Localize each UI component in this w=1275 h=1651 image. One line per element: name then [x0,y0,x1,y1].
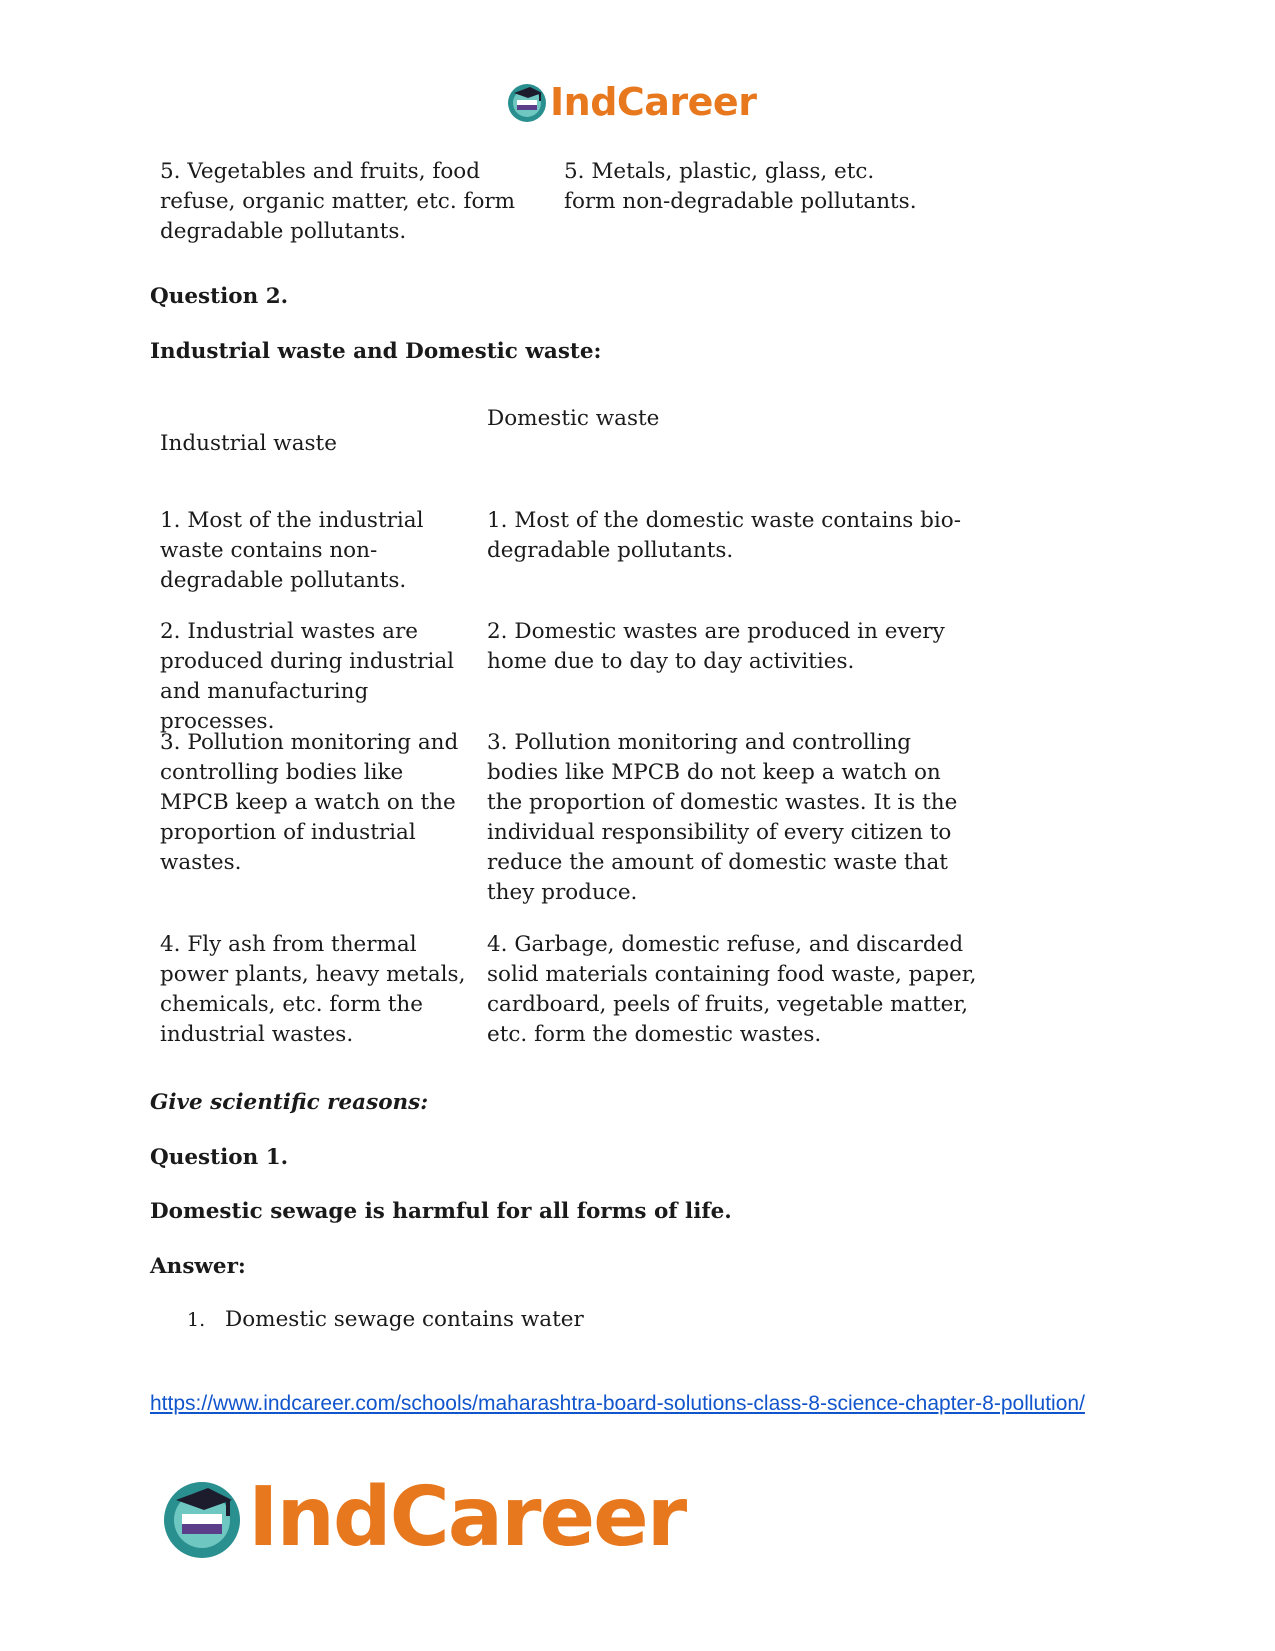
logo-emblem-icon [506,81,548,123]
section-title: Give scientific reasons: [150,1090,429,1115]
footer-logo [160,1470,685,1565]
table-row-2-industrial: 2. Industrial wastes are produced during industrial and manufacturing processes. [160,619,455,734]
question-1-text: Domestic sewage is harmful for all forms of life. [150,1199,732,1224]
source-link[interactable]: https://www.indcareer.com/schools/maharashtra-board-solutions-class-8-science-chapter-8-pollution/ [150,1392,1085,1415]
table-row-4-domestic: 4. Garbage, domestic refuse, and discarded solid materials containing food waste, paper, cardboard, peels of fruits, vegetable matter, etc. form the domestic wastes. [487,932,977,1047]
table-header-domestic: Domestic waste [487,406,660,431]
answer-list-item [187,1307,584,1332]
header-logo [506,80,756,124]
table-row-2-domestic: 2. Domestic wastes are produced in every home due to day to day activities. [487,619,945,674]
question-2-title: Industrial waste and Domestic waste: [150,339,602,364]
question-1-label: Question 1. [150,1145,289,1170]
table-row-3-domestic: 3. Pollution monitoring and controlling bodies like MPCB do not keep a watch on the proportion of domestic wastes. It is the individual responsibility of every citizen to reduce the amount of domestic waste that they produce. [487,730,958,905]
table-row-1-industrial: 1. Most of the industrial waste contains non-degradable pollutants. [160,508,424,593]
logo-text: IndCareer [550,80,757,124]
logo-text: IndCareer [248,1470,686,1565]
logo-emblem-icon [160,1476,244,1560]
answer-list-number: 1. [187,1309,206,1331]
table-row-4-industrial: 4. Fly ash from thermal power plants, heavy metals, chemicals, etc. form the industrial wastes. [160,932,466,1047]
table-header-industrial: Industrial waste [160,431,337,456]
answer-label: Answer: [150,1254,246,1279]
question-2-label: Question 2. [150,284,289,309]
prev-row-right-cell: 5. Metals, plastic, glass, etc. form non-degradable pollutants. [564,159,917,214]
table-row-3-industrial: 3. Pollution monitoring and controlling bodies like MPCB keep a watch on the proportion of industrial wastes. [160,730,459,875]
table-row-1-domestic: 1. Most of the domestic waste contains bio-degradable pollutants. [487,508,962,563]
answer-list-text: Domestic sewage contains water [225,1307,584,1332]
prev-row-left-cell: 5. Vegetables and fruits, food refuse, organic matter, etc. form degradable pollutants. [160,159,516,244]
